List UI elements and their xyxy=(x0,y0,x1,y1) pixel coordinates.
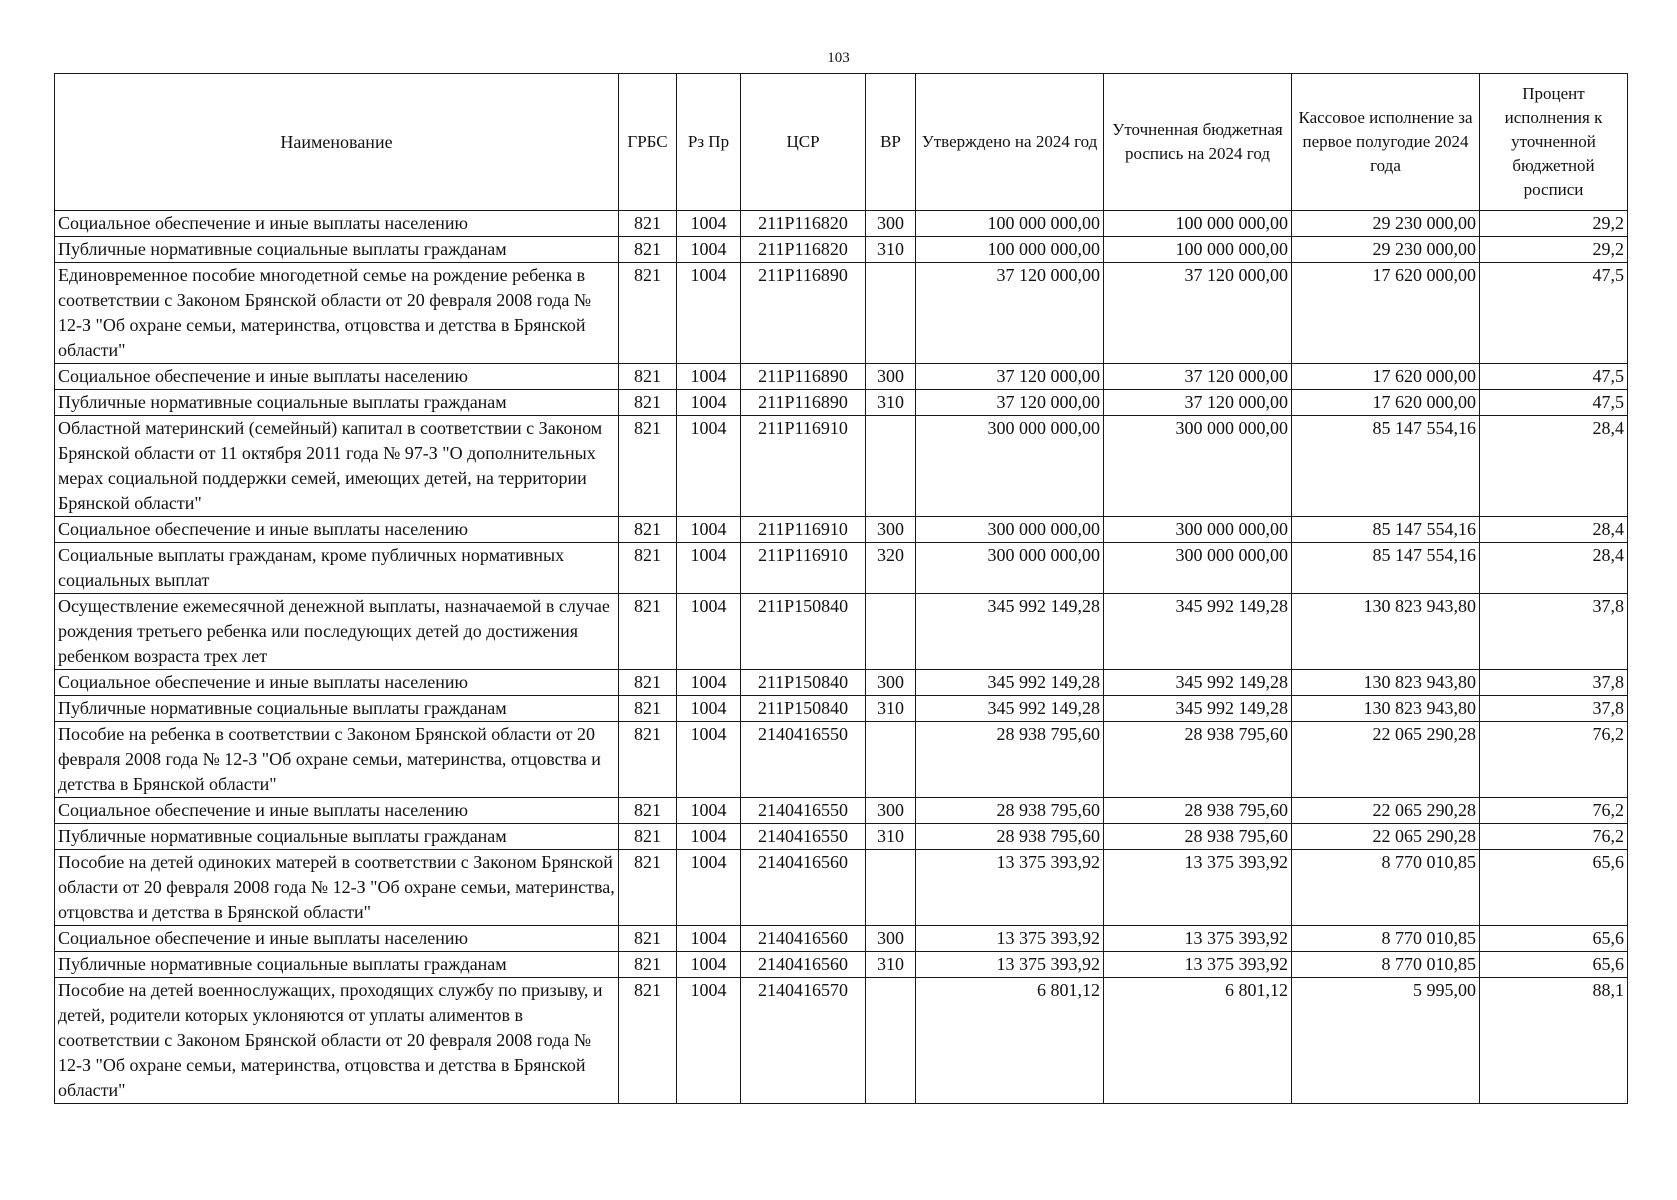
cell-cash: 8 770 010,85 xyxy=(1292,850,1480,926)
cell-rzpr: 1004 xyxy=(677,517,741,543)
cell-grbs: 821 xyxy=(619,798,677,824)
table-row xyxy=(55,543,1628,594)
table-row xyxy=(55,926,1628,952)
table-body xyxy=(55,211,1628,1104)
cell-name: Пособие на детей одиноких матерей в соответствии с Законом Брянской области от 20 февраля 2008 года № 12-З "Об охране семьи, материнства, отцовства и детства в Брянской области" xyxy=(55,850,619,926)
cell-percent: 29,2 xyxy=(1480,237,1628,263)
cell-name: Социальное обеспечение и иные выплаты населению xyxy=(55,798,619,824)
cell-percent: 28,4 xyxy=(1480,543,1628,594)
cell-name: Социальное обеспечение и иные выплаты населению xyxy=(55,211,619,237)
cell-approved: 6 801,12 xyxy=(916,978,1104,1104)
cell-vr xyxy=(866,594,916,670)
cell-vr: 310 xyxy=(866,696,916,722)
cell-name: Пособие на детей военнослужащих, проходящих службу по призыву, и детей, родители которых уклоняются от уплаты алиментов в соответствии с Законом Брянской области от 20 февраля 2008 года № 12-З "Об охране семьи, материнства, отцовства и детства в Брянской области" xyxy=(55,978,619,1104)
cell-vr: 300 xyxy=(866,517,916,543)
cell-grbs: 821 xyxy=(619,722,677,798)
cell-grbs: 821 xyxy=(619,364,677,390)
cell-approved: 13 375 393,92 xyxy=(916,850,1104,926)
cell-percent: 37,8 xyxy=(1480,670,1628,696)
budget-execution-table xyxy=(54,73,1628,1104)
cell-csr: 2140416560 xyxy=(741,850,866,926)
table-row xyxy=(55,237,1628,263)
cell-refined: 13 375 393,92 xyxy=(1104,850,1292,926)
cell-csr: 2140416550 xyxy=(741,798,866,824)
cell-grbs: 821 xyxy=(619,263,677,364)
table-row xyxy=(55,850,1628,926)
cell-vr: 300 xyxy=(866,211,916,237)
cell-approved: 28 938 795,60 xyxy=(916,722,1104,798)
cell-approved: 13 375 393,92 xyxy=(916,952,1104,978)
header-rzpr: Рз Пр xyxy=(677,74,741,211)
cell-percent: 29,2 xyxy=(1480,211,1628,237)
cell-grbs: 821 xyxy=(619,237,677,263)
cell-percent: 47,5 xyxy=(1480,390,1628,416)
cell-csr: 211P116890 xyxy=(741,390,866,416)
cell-refined: 345 992 149,28 xyxy=(1104,670,1292,696)
cell-percent: 76,2 xyxy=(1480,824,1628,850)
header-approved: Утверждено на 2024 год xyxy=(916,74,1104,211)
cell-name: Социальное обеспечение и иные выплаты населению xyxy=(55,926,619,952)
cell-grbs: 821 xyxy=(619,926,677,952)
cell-vr xyxy=(866,978,916,1104)
cell-rzpr: 1004 xyxy=(677,926,741,952)
cell-refined: 100 000 000,00 xyxy=(1104,211,1292,237)
cell-name: Публичные нормативные социальные выплаты гражданам xyxy=(55,237,619,263)
cell-refined: 345 992 149,28 xyxy=(1104,696,1292,722)
cell-rzpr: 1004 xyxy=(677,978,741,1104)
cell-approved: 345 992 149,28 xyxy=(916,594,1104,670)
cell-rzpr: 1004 xyxy=(677,722,741,798)
header-csr: ЦСР xyxy=(741,74,866,211)
cell-grbs: 821 xyxy=(619,517,677,543)
cell-csr: 211P150840 xyxy=(741,696,866,722)
cell-cash: 130 823 943,80 xyxy=(1292,594,1480,670)
cell-csr: 211P116910 xyxy=(741,543,866,594)
cell-vr: 310 xyxy=(866,824,916,850)
cell-name: Публичные нормативные социальные выплаты гражданам xyxy=(55,952,619,978)
cell-refined: 37 120 000,00 xyxy=(1104,364,1292,390)
table-row xyxy=(55,670,1628,696)
cell-vr: 310 xyxy=(866,952,916,978)
cell-cash: 85 147 554,16 xyxy=(1292,517,1480,543)
cell-percent: 37,8 xyxy=(1480,696,1628,722)
cell-refined: 345 992 149,28 xyxy=(1104,594,1292,670)
cell-name: Социальное обеспечение и иные выплаты населению xyxy=(55,670,619,696)
cell-cash: 130 823 943,80 xyxy=(1292,670,1480,696)
header-grbs: ГРБС xyxy=(619,74,677,211)
cell-vr xyxy=(866,416,916,517)
table-row xyxy=(55,978,1628,1104)
cell-rzpr: 1004 xyxy=(677,364,741,390)
cell-refined: 6 801,12 xyxy=(1104,978,1292,1104)
cell-refined: 28 938 795,60 xyxy=(1104,798,1292,824)
cell-rzpr: 1004 xyxy=(677,824,741,850)
cell-refined: 37 120 000,00 xyxy=(1104,390,1292,416)
cell-cash: 85 147 554,16 xyxy=(1292,416,1480,517)
cell-grbs: 821 xyxy=(619,670,677,696)
cell-csr: 2140416560 xyxy=(741,952,866,978)
table-row xyxy=(55,364,1628,390)
cell-cash: 29 230 000,00 xyxy=(1292,211,1480,237)
cell-percent: 76,2 xyxy=(1480,798,1628,824)
cell-rzpr: 1004 xyxy=(677,798,741,824)
cell-csr: 211P116910 xyxy=(741,517,866,543)
cell-approved: 345 992 149,28 xyxy=(916,696,1104,722)
cell-refined: 28 938 795,60 xyxy=(1104,824,1292,850)
cell-percent: 65,6 xyxy=(1480,926,1628,952)
cell-approved: 300 000 000,00 xyxy=(916,517,1104,543)
cell-name: Областной материнский (семейный) капитал в соответствии с Законом Брянской области от 11 октября 2011 года № 97-З "О дополнительных мерах социальной поддержки семей, имеющих детей, на территории Брянской области" xyxy=(55,416,619,517)
cell-rzpr: 1004 xyxy=(677,850,741,926)
cell-percent: 37,8 xyxy=(1480,594,1628,670)
table-row xyxy=(55,824,1628,850)
table-row xyxy=(55,594,1628,670)
cell-cash: 8 770 010,85 xyxy=(1292,952,1480,978)
cell-grbs: 821 xyxy=(619,952,677,978)
cell-vr: 310 xyxy=(866,237,916,263)
cell-percent: 47,5 xyxy=(1480,364,1628,390)
table-row xyxy=(55,798,1628,824)
cell-refined: 300 000 000,00 xyxy=(1104,416,1292,517)
table-row xyxy=(55,211,1628,237)
cell-vr xyxy=(866,263,916,364)
cell-csr: 2140416560 xyxy=(741,926,866,952)
table-row xyxy=(55,390,1628,416)
cell-refined: 100 000 000,00 xyxy=(1104,237,1292,263)
cell-refined: 300 000 000,00 xyxy=(1104,543,1292,594)
cell-cash: 85 147 554,16 xyxy=(1292,543,1480,594)
cell-vr: 300 xyxy=(866,926,916,952)
cell-refined: 13 375 393,92 xyxy=(1104,926,1292,952)
cell-percent: 28,4 xyxy=(1480,416,1628,517)
table-row xyxy=(55,263,1628,364)
cell-csr: 211P150840 xyxy=(741,670,866,696)
cell-approved: 28 938 795,60 xyxy=(916,798,1104,824)
cell-csr: 211P150840 xyxy=(741,594,866,670)
cell-cash: 17 620 000,00 xyxy=(1292,364,1480,390)
cell-cash: 22 065 290,28 xyxy=(1292,824,1480,850)
cell-grbs: 821 xyxy=(619,824,677,850)
cell-cash: 17 620 000,00 xyxy=(1292,263,1480,364)
cell-grbs: 821 xyxy=(619,594,677,670)
cell-csr: 2140416570 xyxy=(741,978,866,1104)
header-percent: Процент исполнения к уточненной бюджетной росписи xyxy=(1480,74,1628,211)
cell-name: Публичные нормативные социальные выплаты гражданам xyxy=(55,390,619,416)
cell-approved: 100 000 000,00 xyxy=(916,211,1104,237)
cell-csr: 2140416550 xyxy=(741,722,866,798)
cell-vr: 300 xyxy=(866,364,916,390)
cell-grbs: 821 xyxy=(619,850,677,926)
cell-vr xyxy=(866,850,916,926)
cell-approved: 13 375 393,92 xyxy=(916,926,1104,952)
cell-percent: 65,6 xyxy=(1480,850,1628,926)
cell-csr: 211P116890 xyxy=(741,263,866,364)
cell-rzpr: 1004 xyxy=(677,237,741,263)
cell-name: Единовременное пособие многодетной семье на рождение ребенка в соответствии с Законом Брянской области от 20 февраля 2008 года № 12-З "Об охране семьи, материнства, отцовства и детства в Брянской области" xyxy=(55,263,619,364)
cell-rzpr: 1004 xyxy=(677,594,741,670)
cell-grbs: 821 xyxy=(619,211,677,237)
cell-grbs: 821 xyxy=(619,390,677,416)
table-header xyxy=(55,74,1628,211)
cell-approved: 300 000 000,00 xyxy=(916,416,1104,517)
cell-approved: 37 120 000,00 xyxy=(916,390,1104,416)
cell-vr: 300 xyxy=(866,670,916,696)
cell-name: Осуществление ежемесячной денежной выплаты, назначаемой в случае рождения третьего ребенка или последующих детей до достижения ребенком возраста трех лет xyxy=(55,594,619,670)
table-row xyxy=(55,696,1628,722)
cell-vr: 310 xyxy=(866,390,916,416)
cell-percent: 76,2 xyxy=(1480,722,1628,798)
cell-vr: 320 xyxy=(866,543,916,594)
cell-name: Публичные нормативные социальные выплаты гражданам xyxy=(55,824,619,850)
cell-cash: 29 230 000,00 xyxy=(1292,237,1480,263)
cell-approved: 345 992 149,28 xyxy=(916,670,1104,696)
cell-approved: 300 000 000,00 xyxy=(916,543,1104,594)
page-number: 103 xyxy=(827,50,850,66)
table-row xyxy=(55,517,1628,543)
header-name: Наименование xyxy=(55,74,619,211)
cell-csr: 211P116910 xyxy=(741,416,866,517)
cell-vr xyxy=(866,722,916,798)
cell-percent: 65,6 xyxy=(1480,952,1628,978)
cell-cash: 22 065 290,28 xyxy=(1292,722,1480,798)
cell-approved: 28 938 795,60 xyxy=(916,824,1104,850)
cell-csr: 211P116820 xyxy=(741,237,866,263)
cell-percent: 28,4 xyxy=(1480,517,1628,543)
cell-name: Социальные выплаты гражданам, кроме публичных нормативных социальных выплат xyxy=(55,543,619,594)
cell-cash: 8 770 010,85 xyxy=(1292,926,1480,952)
cell-grbs: 821 xyxy=(619,978,677,1104)
cell-cash: 17 620 000,00 xyxy=(1292,390,1480,416)
cell-rzpr: 1004 xyxy=(677,696,741,722)
cell-approved: 37 120 000,00 xyxy=(916,263,1104,364)
cell-rzpr: 1004 xyxy=(677,543,741,594)
cell-grbs: 821 xyxy=(619,543,677,594)
cell-refined: 300 000 000,00 xyxy=(1104,517,1292,543)
cell-name: Социальное обеспечение и иные выплаты населению xyxy=(55,364,619,390)
cell-rzpr: 1004 xyxy=(677,211,741,237)
cell-vr: 300 xyxy=(866,798,916,824)
cell-cash: 130 823 943,80 xyxy=(1292,696,1480,722)
table-row xyxy=(55,952,1628,978)
table-row xyxy=(55,416,1628,517)
cell-refined: 37 120 000,00 xyxy=(1104,263,1292,364)
cell-grbs: 821 xyxy=(619,696,677,722)
table-row xyxy=(55,722,1628,798)
cell-approved: 37 120 000,00 xyxy=(916,364,1104,390)
cell-csr: 2140416550 xyxy=(741,824,866,850)
cell-grbs: 821 xyxy=(619,416,677,517)
cell-percent: 88,1 xyxy=(1480,978,1628,1104)
cell-refined: 28 938 795,60 xyxy=(1104,722,1292,798)
cell-percent: 47,5 xyxy=(1480,263,1628,364)
cell-rzpr: 1004 xyxy=(677,952,741,978)
header-cash: Кассовое исполнение за первое полугодие 2024 года xyxy=(1292,74,1480,211)
header-vr: ВР xyxy=(866,74,916,211)
header-refined: Уточненная бюджетная роспись на 2024 год xyxy=(1104,74,1292,211)
cell-name: Пособие на ребенка в соответствии с Законом Брянской области от 20 февраля 2008 года № 12-З "Об охране семьи, материнства, отцовства и детства в Брянской области" xyxy=(55,722,619,798)
cell-csr: 211P116890 xyxy=(741,364,866,390)
cell-rzpr: 1004 xyxy=(677,390,741,416)
cell-rzpr: 1004 xyxy=(677,670,741,696)
header-row xyxy=(55,74,1628,211)
cell-name: Публичные нормативные социальные выплаты гражданам xyxy=(55,696,619,722)
cell-csr: 211P116820 xyxy=(741,211,866,237)
cell-cash: 22 065 290,28 xyxy=(1292,798,1480,824)
cell-approved: 100 000 000,00 xyxy=(916,237,1104,263)
cell-cash: 5 995,00 xyxy=(1292,978,1480,1104)
cell-refined: 13 375 393,92 xyxy=(1104,952,1292,978)
cell-name: Социальное обеспечение и иные выплаты населению xyxy=(55,517,619,543)
cell-rzpr: 1004 xyxy=(677,416,741,517)
cell-rzpr: 1004 xyxy=(677,263,741,364)
